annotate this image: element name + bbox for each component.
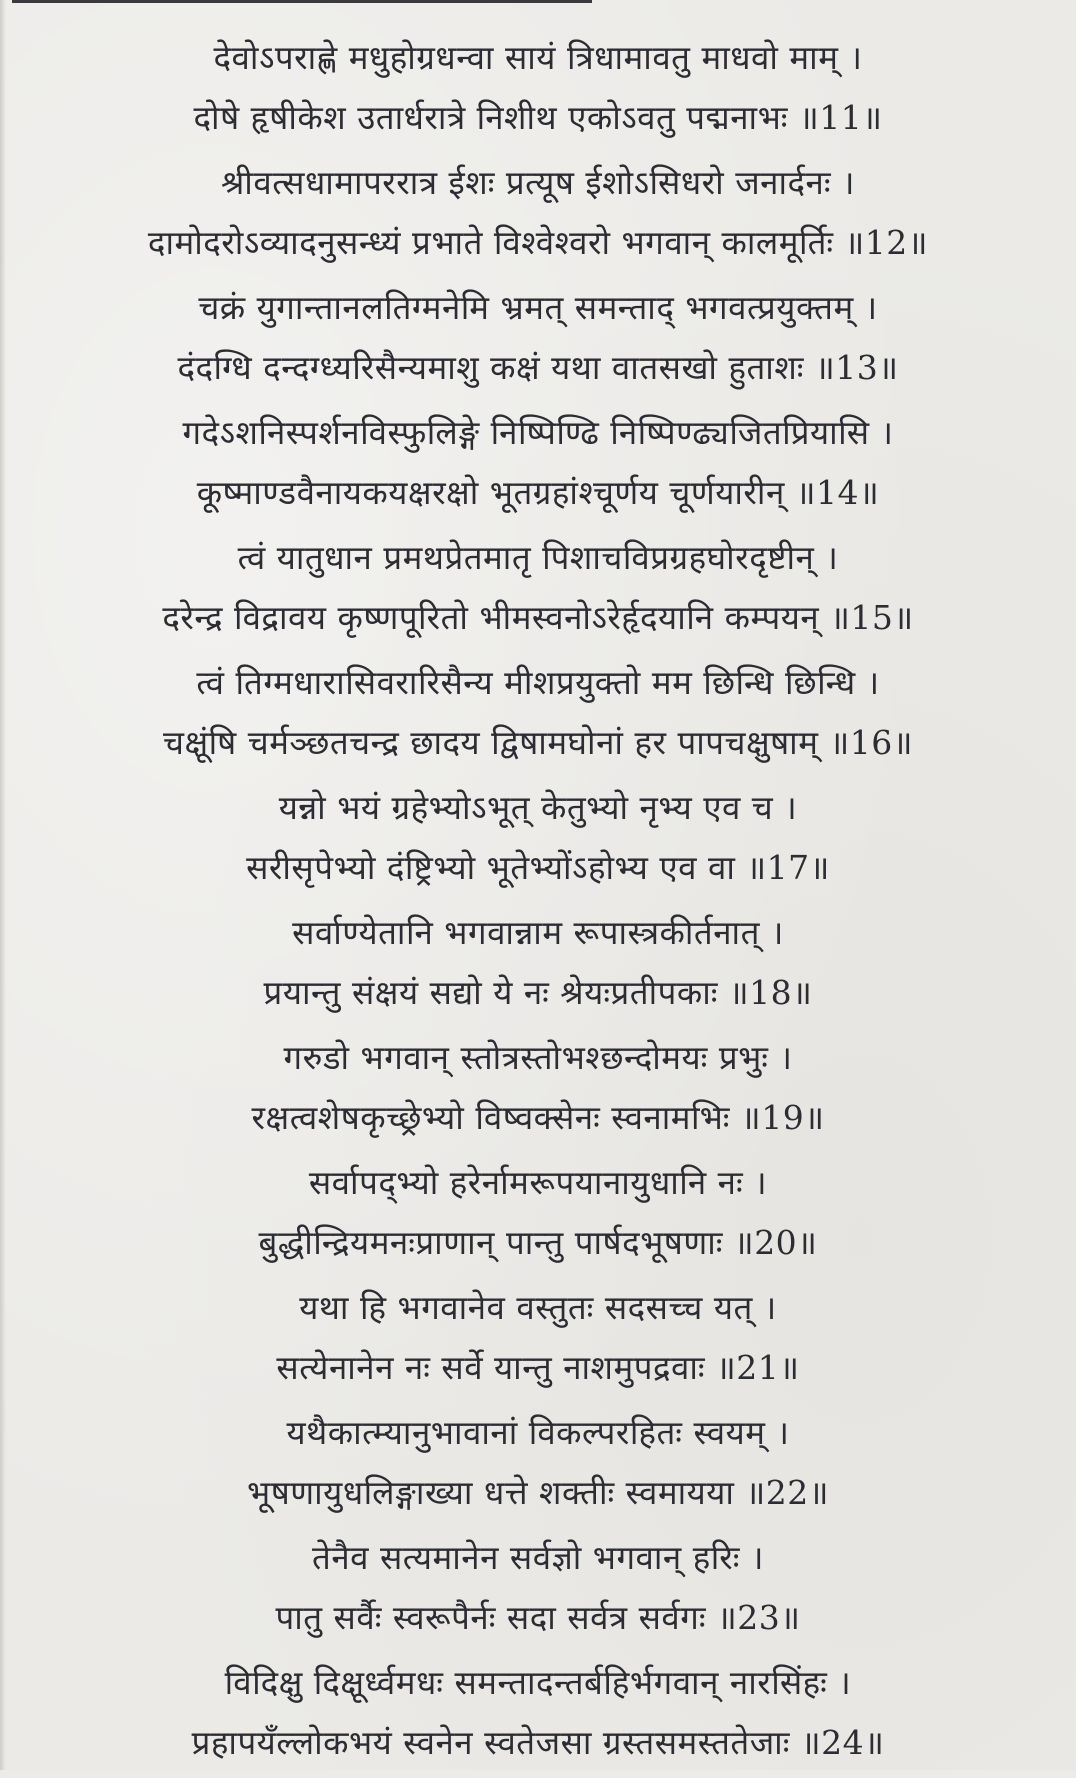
verse-12 [0,153,1076,273]
verse-line: देवोऽपराह्णे मधुहोग्रधन्वा सायं त्रिधामावतु माधवो माम् । [213,38,863,77]
verse-line: त्वं तिग्मधारासिवरारिसैन्य मीशप्रयुक्तो मम छिन्धि छिन्धि । [196,663,880,702]
verse-line: सत्येनानेन नः सर्वे यान्तु नाशमुपद्रवाः ॥21॥ [276,1348,800,1387]
verse-14 [0,403,1076,523]
verse-18 [0,903,1076,1023]
verse-line: दोषे हृषीकेश उतार्धरात्रे निशीथ एकोऽवतु पद्मनाभः ॥11॥ [193,98,883,137]
verse-16 [0,653,1076,773]
top-rule [12,0,592,3]
verse-line: तेनैव सत्यमानेन सर्वज्ञो भगवान् हरिः । [312,1538,764,1577]
verse-line: यन्नो भयं ग्रहेभ्योऽभूत् केतुभ्यो नृभ्य एव च । [278,788,798,827]
verse-line: विदिक्षु दिक्षूर्ध्वमधः समन्तादन्तर्बहिर्भगवान् नारसिंहः । [224,1663,852,1702]
verse-22 [0,1403,1076,1523]
verse-line: कूष्माण्डवैनायकयक्षरक्षो भूतग्रहांश्चूर्णय चूर्णयारीन् ॥14॥ [196,473,880,512]
verse-line: रक्षत्वशेषकृच्छ्रेभ्यो विष्वक्सेनः स्वनामभिः ॥19॥ [251,1098,825,1137]
verse-line: यथैकात्म्यानुभावानां विकल्परहितः स्वयम् । [286,1413,790,1452]
verse-line: त्वं यातुधान प्रमथप्रेतमातृ पिशाचविप्रग्रहघोरदृष्टीन् । [237,538,839,577]
verse-line: श्रीवत्सधामापररात्र ईशः प्रत्यूष ईशोऽसिधरो जनार्दनः । [220,163,856,202]
verse-line: यथा हि भगवानेव वस्तुतः सदसच्च यत् । [299,1288,777,1327]
verse-line: सरीसृपेभ्यो दंष्ट्रिभ्यो भूतेभ्योंऽहोभ्य एव वा ॥17॥ [246,848,830,887]
verse-line: पातु सर्वैः स्वरूपैर्नः सदा सर्वत्र सर्वगः ॥23॥ [275,1598,801,1637]
verse-block [0,28,1076,1778]
verse-line: भूषणायुधलिङ्गाख्या धत्ते शक्तीः स्वमायया ॥22॥ [247,1473,829,1512]
verse-line: दरेन्द्र विद्रावय कृष्णपूरितो भीमस्वनोऽरेर्हृदयानि कम्पयन् ॥15॥ [162,598,914,637]
verse-line: गदेऽशनिस्पर्शनविस्फुलिङ्गे निष्पिण्ढि निष्पिण्ढ्यजितप्रियासि । [182,413,894,452]
verse-19 [0,1028,1076,1148]
verse-24 [0,1653,1076,1773]
verse-line: बुद्धीन्द्रियमनःप्राणान् पान्तु पार्षदभूषणाः ॥20॥ [258,1223,818,1262]
verse-line: दंदग्धि दन्दग्ध्यरिसैन्यमाशु कक्षं यथा वातसखो हुताशः ॥13॥ [177,348,899,387]
verse-line: प्रयान्तु संक्षयं सद्यो ये नः श्रेयःप्रतीपकाः ॥18॥ [263,973,813,1012]
verse-line: दामोदरोऽव्यादनुसन्ध्यं प्रभाते विश्वेश्वरो भगवान् कालमूर्तिः ॥12॥ [147,223,929,262]
verse-line: गरुडो भगवान् स्तोत्रस्तोभश्छन्दोमयः प्रभुः । [283,1038,793,1077]
verse-line: चक्रं युगान्तानलतिग्मनेमि भ्रमत् समन्ताद् भगवत्प्रयुक्तम् । [198,288,878,327]
verse-11 [0,28,1076,148]
verse-line: सर्वापद्भ्यो हरेर्नामरूपयानायुधानि नः । [308,1163,768,1202]
verse-17 [0,778,1076,898]
verse-15 [0,528,1076,648]
verse-line: प्रहापयँल्लोकभयं स्वनेन स्वतेजसा ग्रस्तसमस्ततेजाः ॥24॥ [191,1723,885,1762]
verse-20 [0,1153,1076,1273]
verse-line: सर्वाण्येतानि भगवान्नाम रूपास्त्रकीर्तनात् । [292,913,784,952]
verse-23 [0,1528,1076,1648]
verse-13 [0,278,1076,398]
verse-21 [0,1278,1076,1398]
verse-line: चक्षूंषि चर्मञ्छतचन्द्र छादय द्विषामघोनां हर पापचक्षुषाम् ॥16॥ [163,723,913,762]
